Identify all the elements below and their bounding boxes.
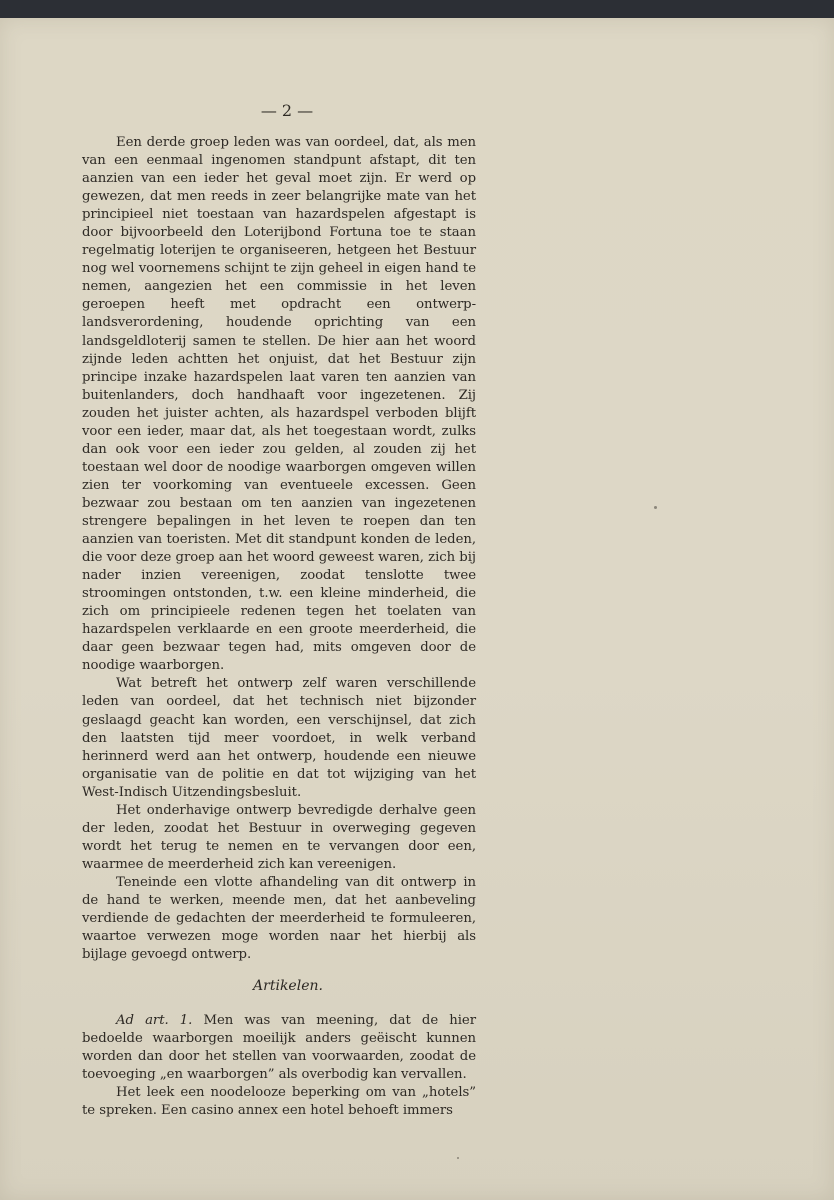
- paragraph-formulation-recommendation: Teneinde een vlotte afhandeling van dit ontwerp in de hand te werken, meende men, dat het aanbeveling verdiende de gedachten der meerderheid te formuleeren, waartoe verwezen moge worden naar het hierbij als bijlage gevoegd ontwerp.: [82, 874, 476, 963]
- article-1-paragraph: [82, 1012, 476, 1084]
- paper-speck: [457, 1157, 459, 1159]
- main-text-block: [82, 134, 476, 964]
- article-label: Ad art. 1.: [116, 1013, 193, 1028]
- paragraph-draft-technical-critique: Wat betreft het ontwerp zelf waren verschillende leden van oordeel, dat het technisch niet bijzonder geslaagd geacht kan worden, een verschijnsel, dat zich den laatsten tijd meer voordoet, in welk verband herinnerd werd aan het ontwerp, houdende een nieuwe organisatie van de politie en dat tot wijziging van het West-Indisch Uitzendingsbesluit.: [82, 676, 476, 800]
- paper-speck: [654, 506, 657, 509]
- paragraph-draft-not-satisfactory: Het onderhavige ontwerp bevredigde derhalve geen der leden, zoodat het Bestuur in overweging gegeven wordt het terug te nemen en te vervangen door een, waarmee de meerderheid zich kan vereenigen.: [82, 802, 476, 872]
- article-text-block: [82, 1012, 476, 1120]
- page-number: — 2 —: [260, 101, 314, 120]
- article-1-text: Men was van meening, dat de hier bedoelde waarborgen moeilijk anders geëischt kunnen worden dan door het stellen van voorwaarden, zoodat de toevoeging „en waarborgen” als overbodig kan vervallen.: [82, 1013, 476, 1083]
- section-heading-articles: Artikelen.: [253, 978, 323, 994]
- paragraph-third-group-opinion: Een derde groep leden was van oordeel, dat, als men van een eenmaal ingenomen standpunt afstapt, dit ten aanzien van een ieder het geval moet zijn. Er werd op gewezen, dat men reeds in zeer belangrijke mate van het principieel niet toestaan van hazardspelen afgestapt is door bijvoorbeeld den Loterijbond Fortuna toe te staan regelmatig loterijen te organiseeren, hetgeen het Bestuur nog wel voornemens schijnt te zijn geheel in eigen hand te nemen, aangezien het een commissie in het leven geroepen heeft met opdracht een ontwerp-landsverordening, houdende oprichting van een landsgeldloterij samen te stellen. De hier aan het woord zijnde leden achtten het onjuist, dat het Bestuur zijn principe inzake hazardspelen laat varen ten aanzien van buitenlanders, doch handhaaft voor ingezetenen. Zij zouden het juister achten, als hazardspel verboden blijft voor een ieder, maar dat, als het toegestaan wordt, zulks dan ook voor een ieder zou gelden, al zouden zij het toestaan wel door de noodige waarborgen omgeven willen zien ter voorkoming van eventueele excessen. Geen bezwaar zou bestaan om ten aanzien van ingezetenen strengere bepalingen in het leven te roepen dan ten aanzien van toeristen. Met dit standpunt konden de leden, die voor deze groep aan het woord geweest waren, zich bij nader inzien vereenigen, zoodat tenslotte twee stroomingen ontstonden, t.w. een kleine minderheid, die zich om principieele redenen tegen het toelaten van hazardspelen verklaarde en een groote meerderheid, die daar geen bezwaar tegen had, mits omgeven door de noodige waarborgen.: [82, 135, 476, 674]
- article-1-paragraph-continued: Het leek een noodelooze beperking om van „hotels” te spreken. Een casino annex een hotel behoeft immers: [82, 1085, 476, 1119]
